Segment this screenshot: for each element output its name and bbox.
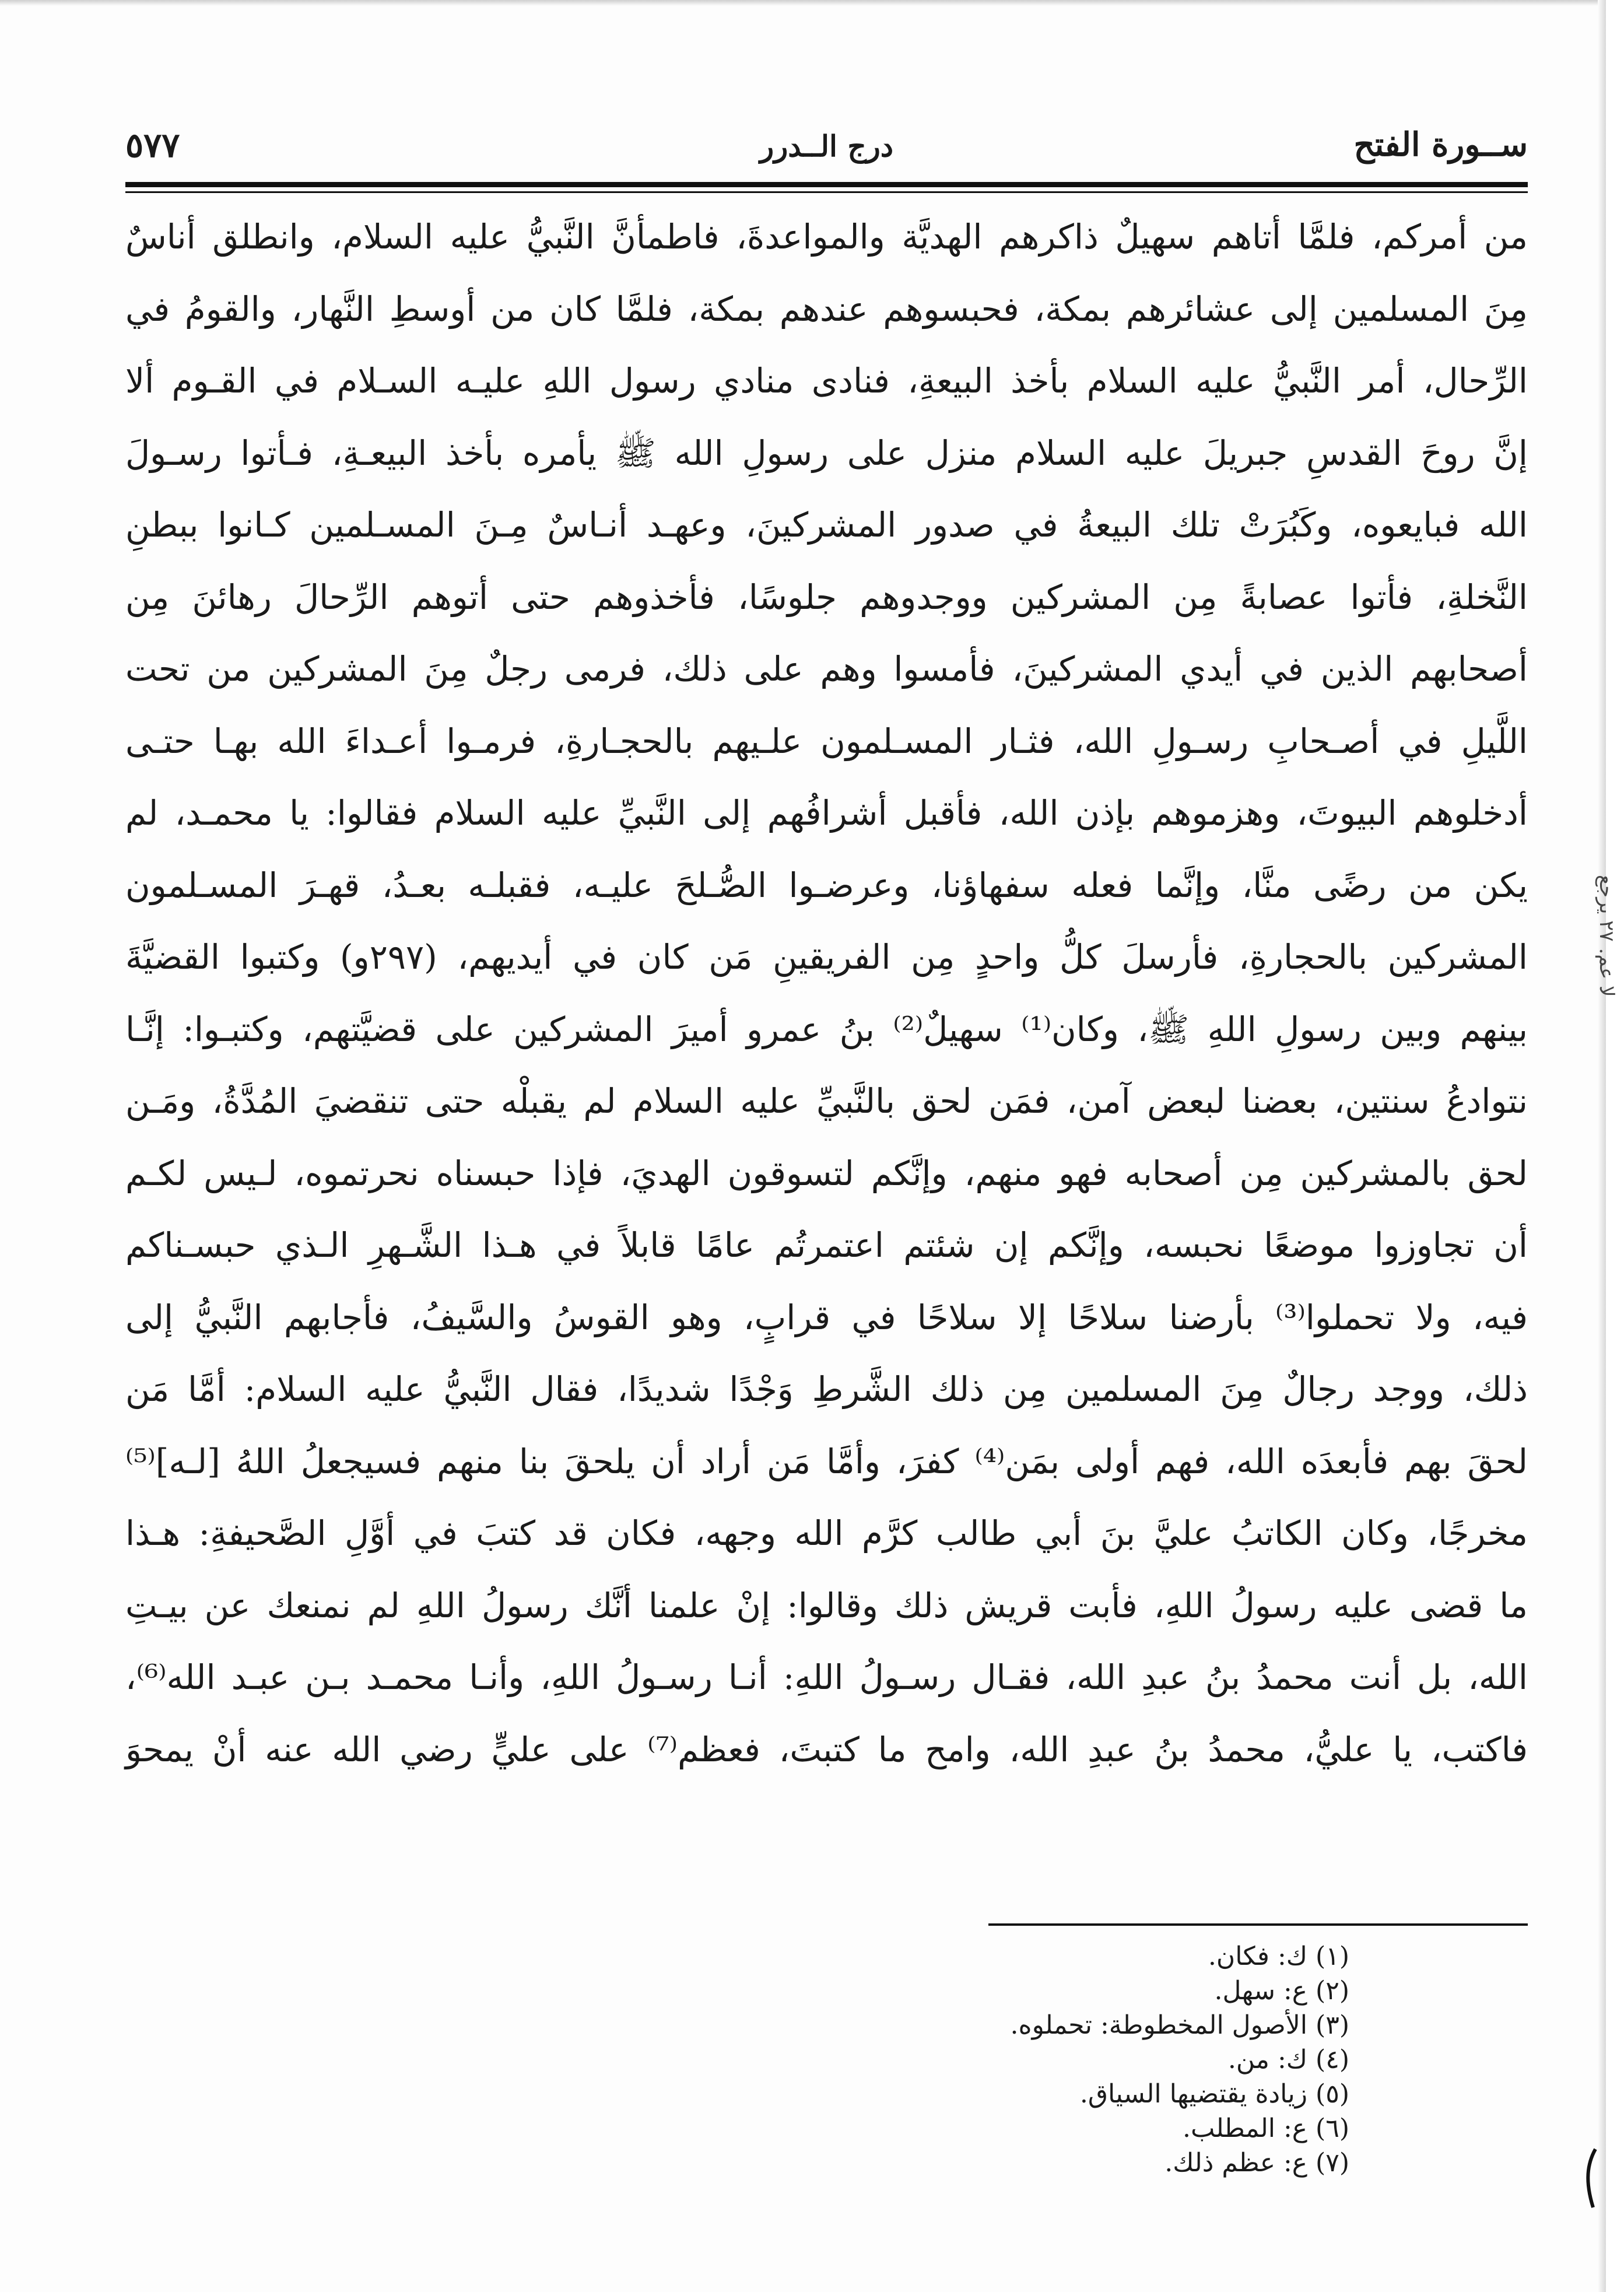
margin-note: لا عم. ٢٧ يرجع [1595,875,1618,997]
text-line: لحق بالمشركين مِن أصحابه فهو منهم، وإنَّكم لتسوقون الهديَ، فإذا حبسناه نحرتموه، لـيس لكـم [125,1153,1528,1193]
header-rule-thin [125,191,1528,193]
text-line: ذلك، ووجد رجالٌ مِنَ المسلمين مِن ذلك الشَّرطِ وَجْدًا شديدًا، فقال النَّبيُّ عليه السلام: أمَّا مَن [125,1369,1528,1409]
text-line: فيه، ولا تحملوا⁽³⁾ بأرضنا سلاحًا إلا سلاحًا في قرابٍ، وهو القوسُ والسَّيفُ، فأجابهم النَّبيُّ إلى [125,1297,1528,1337]
footnote-separator [988,1923,1528,1926]
text-line: اللَّيلِ في أصـحابِ رسـولِ الله، فثـار المسـلمون علـيهم بالحجـارةِ، فرمـوا أعـداءَ الله بهـا حتـى [125,721,1528,761]
scan-edge-right [1598,0,1606,2292]
text-line: أدخلوهم البيوتَ، وهزموهم بإذن الله، فأقبل أشرافُهم إلى النَّبيِّ عليه السلام فقالوا: يا محمـد، لم [125,793,1528,833]
main-text [125,201,1528,1786]
footnote: (٣) الأصول المخطوطة: تحملوه. [1010,2010,1349,2040]
text-line: إنَّ روحَ القدسِ جبريلَ عليه السلام منزل على رسولِ الله ﷺ يأمره بأخذ البيعـةِ، فـأتوا رسـولَ [125,433,1528,473]
text-line: مخرجًا، وكان الكاتبُ عليَّ بنَ أبي طالب كرَّم الله وجهه، فكان قد كتبَ في أوَّلِ الصَّحيفةِ: هـذا [125,1513,1528,1553]
surah-title: ســورة الفتح [1353,125,1528,164]
page-edge-mark [1583,2146,1598,2210]
footnote: (٢) ع: سهل. [1214,1976,1349,2006]
footnote: (٥) زيادة يقتضيها السياق. [1079,2079,1349,2109]
text-line: ما قضى عليه رسولُ اللهِ، فأبت قريش ذلك وقالوا: إنْ علمنا أنَّك رسولُ اللهِ لم نمنعك عن بيـتِ [125,1585,1528,1625]
text-line: الرِّحال، أمر النَّبيُّ عليه السلام بأخذ البيعةِ، فنادى منادي رسول اللهِ عليـه السـلام في القـوم ألا [125,361,1528,401]
text-line: فاكتب، يا عليُّ، محمدُ بنُ عبدِ الله، وامح ما كتبتَ، فعظم⁽⁷⁾ على عليٍّ رضي الله عنه أنْ يمحوَ [125,1729,1528,1769]
text-line: الله فبايعوه، وكَبُرَتْ تلك البيعةُ في صدور المشركينَ، وعهـد أنـاسٌ مِـنَ المسـلمين كـانوا ببطنِ [125,505,1528,545]
text-line: أصحابهم الذين في أيدي المشركينَ، فأمسوا وهم على ذلك، فرمى رجلٌ مِنَ المشركين من تحت [125,649,1528,689]
text-line: المشركين بالحجارةِ، فأرسلَ كلُّ واحدٍ مِن الفريقينِ مَن كان في أيديهم، (٢٩٧و) وكتبوا القضيَّةَ [125,937,1528,977]
running-header [125,125,1528,178]
text-line: يكن من رضًى منَّا، وإنَّما فعله سفهاؤنا، وعرضـوا الصُّـلحَ عليـه، فقبلـه بعـدُ، قهـرَ المسـلمون [125,865,1528,905]
footnote: (١) ك: فكان. [1208,1941,1349,1971]
scan-edge-top [0,0,1606,6]
text-line: لحقَ بهم فأبعدَه الله، فهم أولى بمَن⁽⁴⁾ كفرَ، وأمَّا مَن أراد أن يلحقَ بنا منهم فسيجعلُ اللهُ [لـه]⁽⁵⁾ [125,1441,1528,1481]
header-rule-thick [125,182,1528,187]
text-line: مِنَ المسلمين إلى عشائرهم بمكة، فحبسوهم عندهم بمكة، فلمَّا كان من أوسطِ النَّهار، والقومُ في [125,289,1528,329]
text-line: أن تجاوزوا موضعًا نحبسه، وإنَّكم إن شئتم اعتمرتُم عامًا قابلاً في هـذا الشَّـهرِ الـذي حبسـناكم [125,1225,1528,1265]
page-number: ٥٧٧ [125,125,180,165]
text-line: بينهم وبين رسولِ اللهِ ﷺ، وكان⁽¹⁾ سهيلٌ⁽²⁾ بنُ عمرو أميرَ المشركين على قضيَّتهم، وكتبـوا: إنَّـا [125,1009,1528,1049]
footnotes [533,1939,1349,2180]
text-line: من أمركم، فلمَّا أتاهم سهيلٌ ذاكرهم الهديَّة والمواعدةَ، فاطمأنَّ النَّبيُّ عليه السلام، وانطلق أناسٌ [125,217,1528,257]
text-line: نتوادعُ سنتين، بعضنا لبعض آمن، فمَن لحق بالنَّبيِّ عليه السلام لم يقبلْه حتى تنقضيَ المُدَّةُ، ومَـن [125,1081,1528,1121]
book-title: درج الــدرر [759,129,894,163]
margin-note-area [1595,869,1624,1067]
footnote: (٤) ك: من. [1227,2045,1349,2074]
footnote: (٧) ع: عظم ذلك. [1164,2148,1349,2178]
text-line: الله، بل أنت محمدُ بنُ عبدِ الله، فقـال رسـولُ اللهِ: أنـا رسـولُ اللهِ، وأنـا محمـد بـن عبـد الله⁽⁶⁾، [125,1657,1528,1697]
footnote: (٦) ع: المطلب. [1183,2114,1349,2143]
text-line: النَّخلةِ، فأتوا عصابةً مِن المشركين ووجدوهم جلوسًا، فأخذوهم حتى أتوهم الرِّحالَ رهائنَ مِن [125,577,1528,617]
